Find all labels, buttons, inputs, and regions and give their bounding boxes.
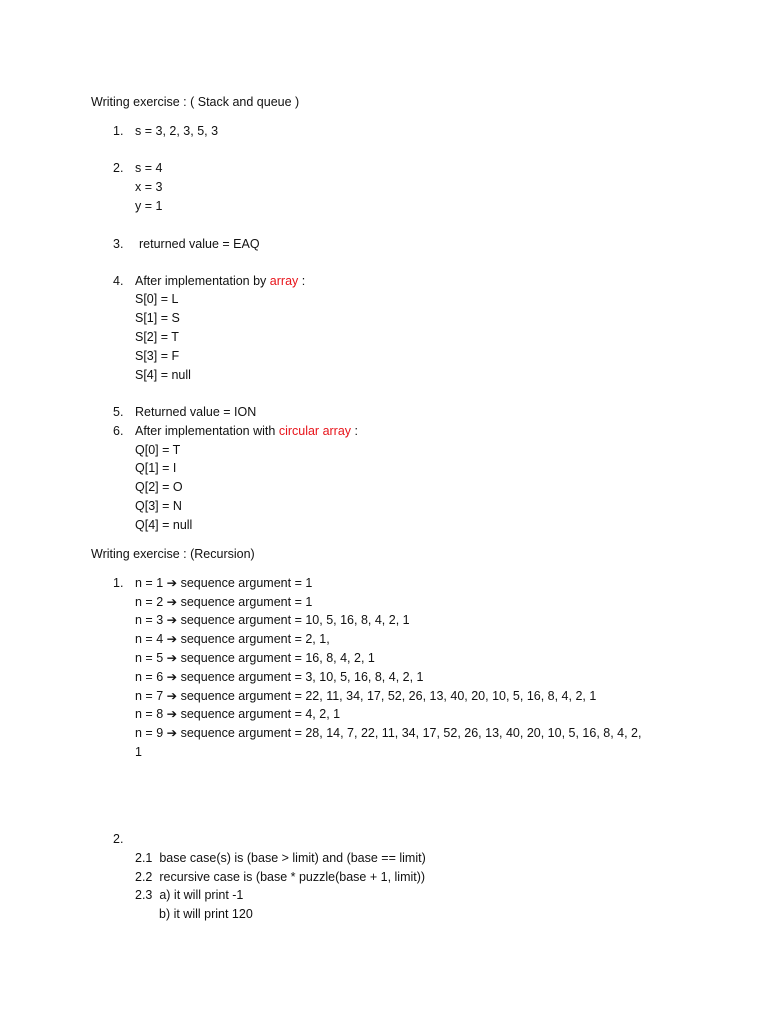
section-heading-stack-queue: Writing exercise : ( Stack and queue ): [91, 95, 300, 109]
sequence-row: [135, 651, 375, 665]
sequence-text: sequence argument = 28, 14, 7, 22, 11, 34, 17, 52, 26, 13, 40, 20, 10, 5, 16, 8, 4, 2,: [180, 726, 642, 740]
n-value: n = 9: [135, 726, 164, 740]
item-number: 5.: [113, 405, 124, 419]
sequence-row: [135, 707, 340, 721]
item-number: 2.: [113, 161, 124, 175]
item-number: 6.: [113, 424, 124, 438]
item-number: 3.: [113, 237, 124, 251]
array-entry: S[4] = null: [135, 368, 191, 382]
sub-text: base case(s) is (base > limit) and (base == limit): [159, 851, 426, 865]
sequence-text: sequence argument = 1: [180, 595, 313, 609]
queue-entry: Q[0] = T: [135, 443, 181, 457]
sequence-row: [135, 689, 596, 703]
answer-intro: [135, 274, 305, 288]
queue-entry: Q[4] = null: [135, 518, 193, 532]
answer-line: s = 3, 2, 3, 5, 3: [135, 124, 219, 138]
n-value: n = 5: [135, 651, 164, 665]
sub-text: a) it will print -1: [159, 888, 244, 902]
n-value: n = 8: [135, 707, 164, 721]
sub-label: 2.3: [135, 888, 153, 902]
sequence-row: [135, 632, 330, 646]
sub-label: 2.2: [135, 870, 153, 884]
highlight-term: array: [269, 274, 299, 288]
intro-suffix: :: [351, 424, 359, 438]
arrow-icon: ➔: [166, 670, 178, 684]
answer-line: s = 4: [135, 161, 163, 175]
arrow-icon: ➔: [166, 707, 178, 721]
answer-line: returned value = EAQ: [139, 237, 260, 251]
n-value: n = 7: [135, 689, 164, 703]
intro-text: After implementation by: [135, 274, 270, 288]
arrow-icon: ➔: [166, 651, 178, 665]
array-entry: S[2] = T: [135, 330, 179, 344]
highlight-term: circular array: [278, 424, 352, 438]
n-value: n = 4: [135, 632, 164, 646]
sequence-row: [135, 576, 312, 590]
queue-entry: Q[2] = O: [135, 480, 183, 494]
item-number: 1.: [113, 576, 124, 590]
sub-answer: [135, 888, 243, 902]
intro-text: After implementation with: [135, 424, 279, 438]
sub-label: 2.1: [135, 851, 153, 865]
answer-line: Returned value = ION: [135, 405, 257, 419]
n-value: n = 2: [135, 595, 164, 609]
array-entry: S[1] = S: [135, 311, 180, 325]
sequence-text: sequence argument = 2, 1,: [180, 632, 330, 646]
answer-intro: [135, 424, 358, 438]
sequence-text: sequence argument = 22, 11, 34, 17, 52, 26, 13, 40, 20, 10, 5, 16, 8, 4, 2, 1: [180, 689, 597, 703]
arrow-icon: ➔: [166, 726, 178, 740]
sequence-text: sequence argument = 10, 5, 16, 8, 4, 2, 1: [180, 613, 410, 627]
array-entry: S[0] = L: [135, 292, 179, 306]
item-number: 4.: [113, 274, 124, 288]
arrow-icon: ➔: [166, 632, 178, 646]
sequence-text: sequence argument = 4, 2, 1: [180, 707, 341, 721]
queue-entry: Q[1] = I: [135, 461, 177, 475]
answer-line: y = 1: [135, 199, 163, 213]
sequence-row: [135, 726, 641, 740]
section-heading-recursion: Writing exercise : (Recursion): [91, 547, 255, 561]
item-number: 2.: [113, 832, 124, 846]
sequence-text: sequence argument = 16, 8, 4, 2, 1: [180, 651, 375, 665]
arrow-icon: ➔: [166, 689, 178, 703]
arrow-icon: ➔: [166, 595, 178, 609]
arrow-icon: ➔: [166, 613, 178, 627]
queue-entry: Q[3] = N: [135, 499, 182, 513]
array-entry: S[3] = F: [135, 349, 180, 363]
intro-suffix: :: [298, 274, 306, 288]
sub-text: recursive case is (base * puzzle(base + 1, limit)): [159, 870, 426, 884]
sequence-row: [135, 595, 312, 609]
sequence-wrap-line: 1: [135, 745, 142, 759]
sequence-row: [135, 613, 410, 627]
n-value: n = 6: [135, 670, 164, 684]
sub-answer: [135, 851, 426, 865]
sequence-text: sequence argument = 3, 10, 5, 16, 8, 4, 2, 1: [180, 670, 424, 684]
sub-answer-continuation: b) it will print 120: [159, 907, 253, 921]
sequence-row: [135, 670, 424, 684]
sub-answer: [135, 870, 425, 884]
sequence-text: sequence argument = 1: [180, 576, 313, 590]
arrow-icon: ➔: [166, 576, 178, 590]
n-value: n = 3: [135, 613, 164, 627]
item-number: 1.: [113, 124, 124, 138]
n-value: n = 1: [135, 576, 164, 590]
answer-line: x = 3: [135, 180, 163, 194]
